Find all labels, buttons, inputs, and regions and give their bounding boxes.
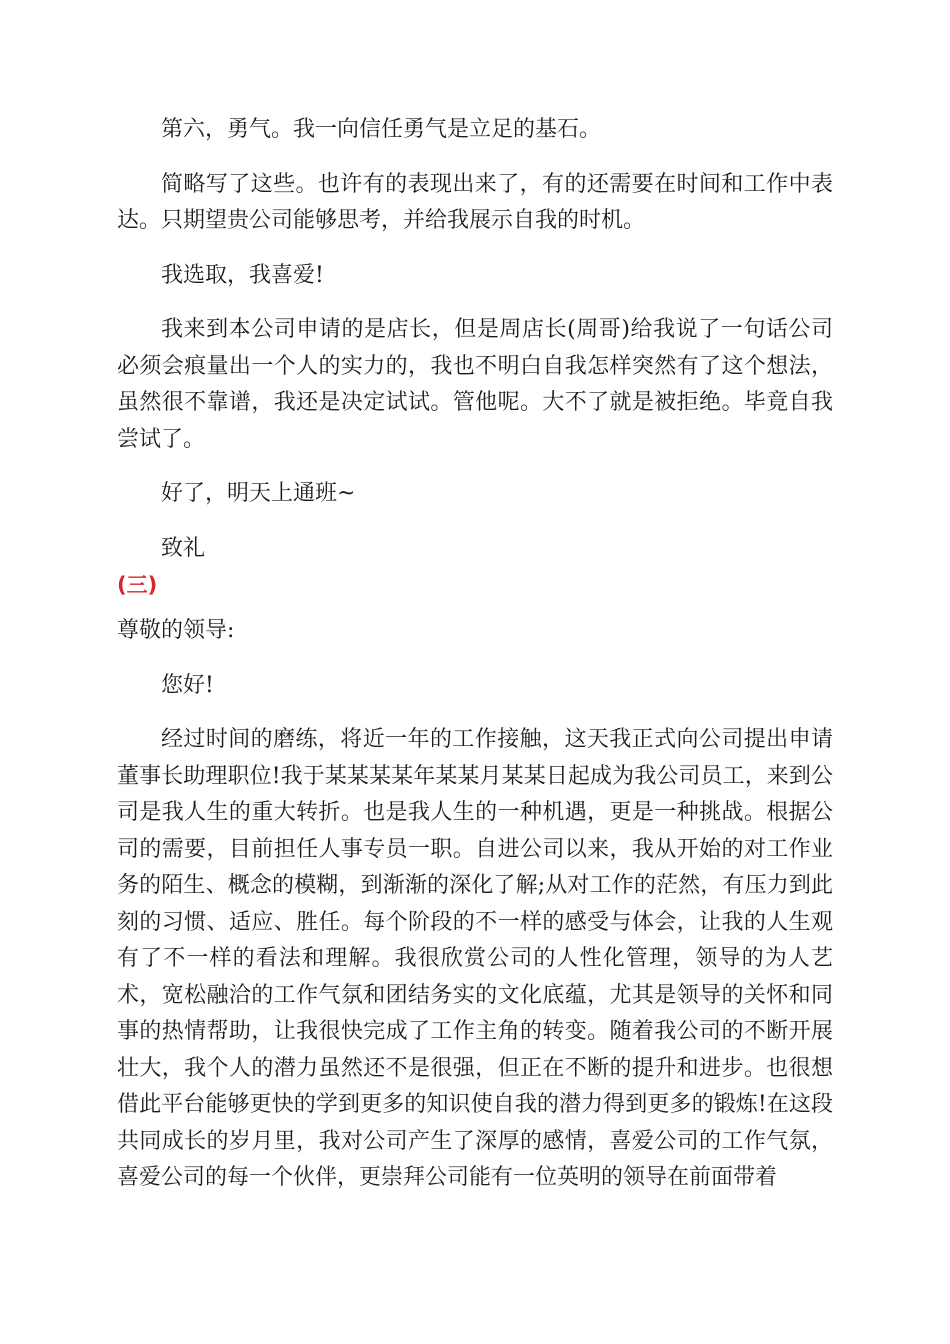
- section-heading: (三): [117, 573, 158, 597]
- paragraph-choice: 我选取，我喜爱!: [161, 262, 324, 288]
- salutation: 尊敬的领导:: [117, 618, 235, 643]
- greeting: 您好!: [161, 672, 214, 698]
- paragraph-summary: 简略写了这些。也许有的表现出来了，有的还需要在时间和工作中表达。只期望贵公司能够思考，并给我展示自我的时机。: [117, 171, 833, 233]
- paragraph-regards: 致礼: [161, 535, 206, 561]
- body-paragraph: 经过时间的磨练，将近一年的工作接触，这天我正式向公司提出申请董事长助理职位!我于某某某某年某某月某某日起成为我公司员工，来到公司是我人生的重大转折。也是我人生的一种机遇，更是一种挑战。根据公司的需要，目前担任人事专员一职。自进公司以来，我从开始的对工作业务的陌生、概念的模糊，到渐渐的深化了解;从对工作的茫然，有压力到此刻的习惯、适应、胜任。每个阶段的不一样的感受与体会，让我的人生观有了不一样的看法和理解。我很欣赏公司的人性化管理，领导的为人艺术，宽松融洽的工作气氛和团结务实的文化底蕴，尤其是领导的关怀和同事的热情帮助，让我很快完成了工作主角的转变。随着我公司的不断开展壮大，我个人的潜力虽然还不是很强，但正在不断的提升和进步。也很想借此平台能够更快的学到更多的知识使自我的潜力得到更多的锻炼!在这段共同成长的岁月里，我对公司产生了深厚的感情，喜爱公司的工作气氛，喜爱公司的每一个伙伴，更崇拜公司能有一位英明的领导在前面带着: [117, 727, 833, 1190]
- document-page: [117, 112, 833, 1197]
- paragraph-closing-note: 好了，明天上通班~: [161, 481, 356, 506]
- paragraph-application: 我来到本公司申请的是店长，但是周店长(周哥)给我说了一句话公司必须会痕量出一个人的实力的，我也不明白自我怎样突然有了这个想法，虽然很不靠谱，我还是决定试试。管他呢。大不了就是被拒绝。毕竟自我尝试了。: [117, 317, 833, 452]
- paragraph-courage: 第六，勇气。我一向信任勇气是立足的基石。: [161, 117, 602, 142]
